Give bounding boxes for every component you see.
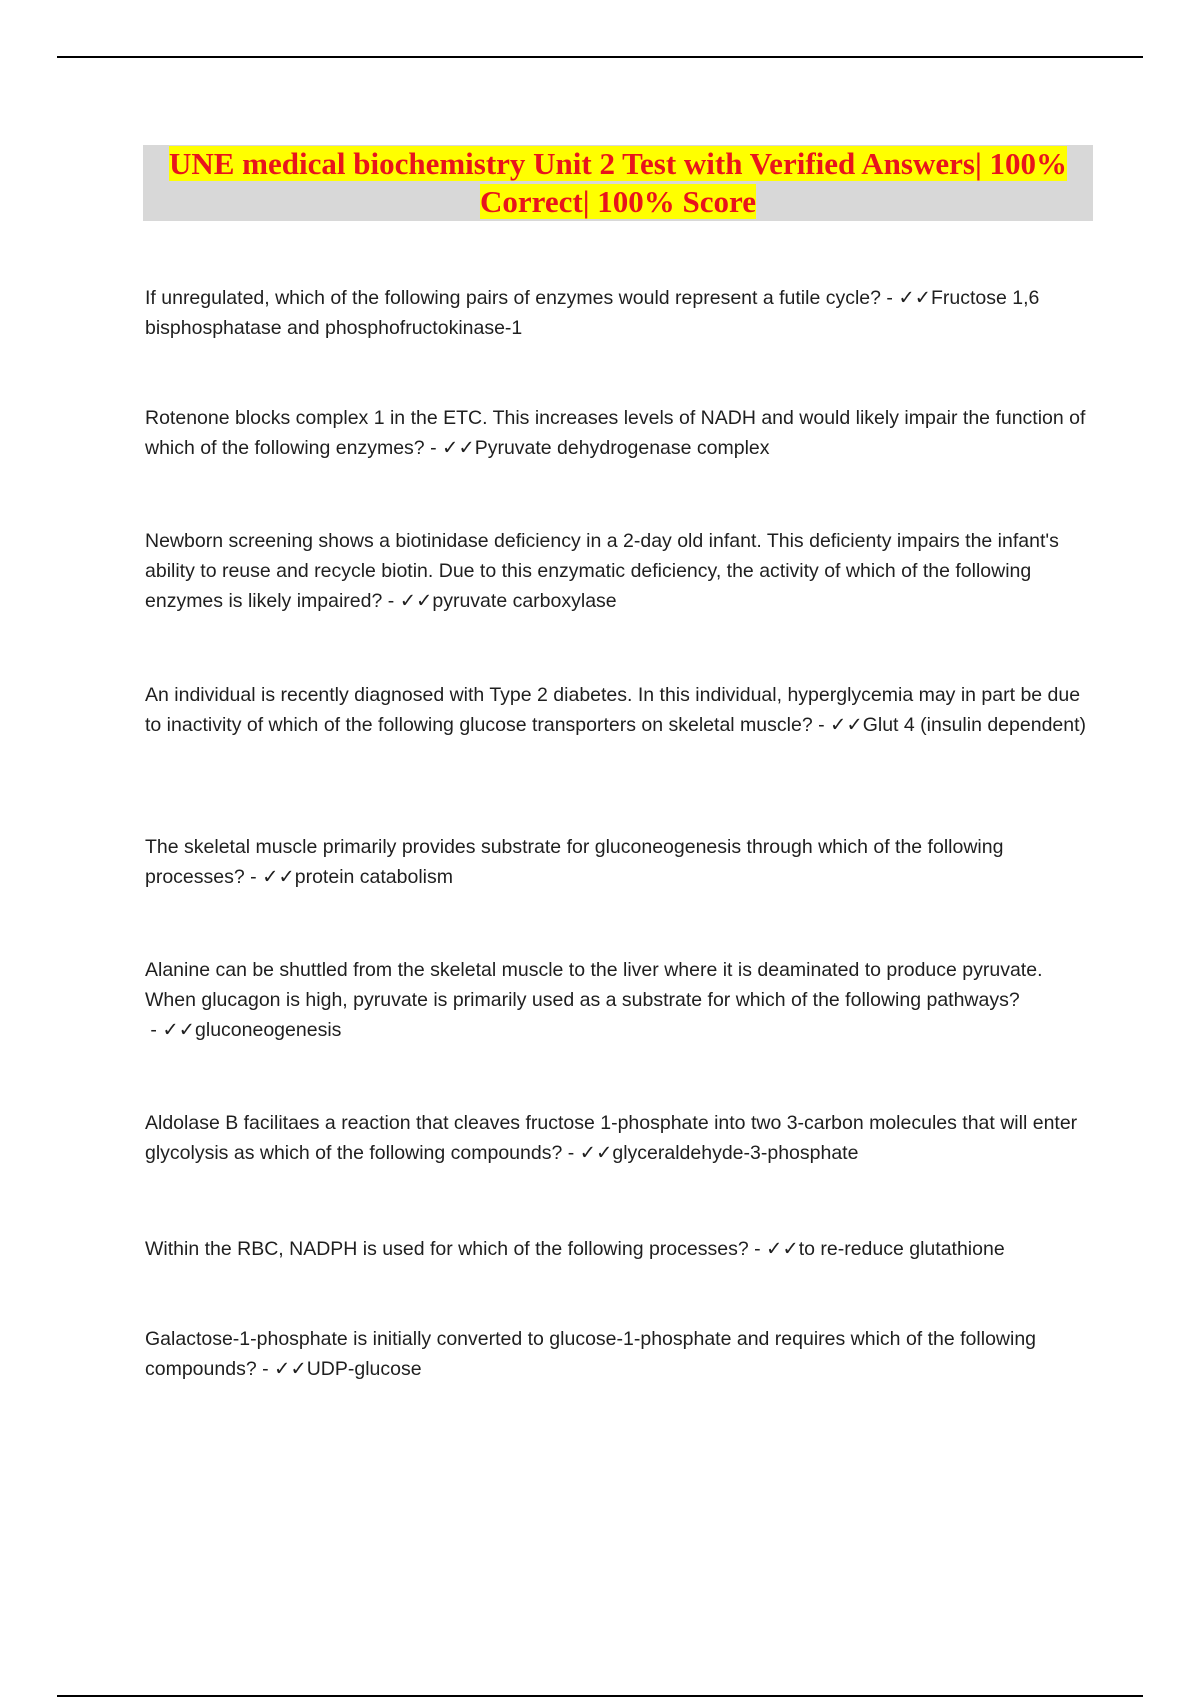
answer-text: Fructose 1,6 bisphosphatase and phosphofructokinase-1 (145, 287, 1040, 339)
answer-text: to re-reduce glutathione (798, 1238, 1005, 1260)
qa-item (145, 832, 1095, 892)
question-text: The skeletal muscle primarily provides substrate for gluconeogenesis through which of the following processes? (145, 836, 1004, 888)
qa-item (145, 1108, 1095, 1168)
checkmark-icon: ✓✓ (162, 1019, 196, 1041)
question-text: An individual is recently diagnosed with Type 2 diabetes. In this individual, hyperglycemia may in part be due to inactivity of which of the following glucose transporters on skeletal muscle? (145, 684, 1081, 736)
question-answer-separator: - (145, 1019, 163, 1041)
checkmark-icon: ✓✓ (898, 287, 932, 309)
question-answer-separator: - (424, 437, 442, 459)
question-answer-separator: - (382, 590, 400, 612)
question-text: Newborn screening shows a biotinidase deficiency in a 2-day old infant. This deficienty impairs the infant's ability to reuse and recycle biotin. Due to this enzymatic deficiency, the activity of which of the following enzymes is likely impaired? (145, 530, 1059, 612)
question-answer-separator: - (562, 1142, 580, 1164)
question-answer-separator: - (244, 866, 263, 888)
bottom-rule (57, 1695, 1143, 1697)
question-text: Aldolase B facilitaes a reaction that cleaves fructose 1-phosphate into two 3-carbon molecules that will enter glycolysis as which of the following compounds? (145, 1112, 1078, 1164)
question-text: Alanine can be shuttled from the skeletal muscle to the liver where it is deaminated to produce pyruvate. When glucagon is high, pyruvate is primarily used as a substrate for which of the following pathways? (145, 959, 1043, 1011)
checkmark-icon: ✓✓ (579, 1142, 613, 1164)
answer-text: protein catabolism (294, 866, 453, 888)
top-rule (57, 56, 1143, 58)
document-title: UNE medical biochemistry Unit 2 Test with Verified Answers| 100% Correct| 100% Score (168, 146, 1068, 219)
question-text: If unregulated, which of the following pairs of enzymes would represent a futile cycle? (145, 287, 881, 309)
question-answer-separator: - (812, 714, 831, 736)
document-title-block (143, 145, 1093, 221)
qa-item (145, 680, 1095, 740)
question-text: Galactose-1-phosphate is initially converted to glucose-1-phosphate and requires which of the following compounds? (145, 1328, 1037, 1380)
checkmark-icon: ✓✓ (399, 590, 433, 612)
question-text: Within the RBC, NADPH is used for which of the following processes? (145, 1238, 749, 1260)
answer-text: pyruvate carboxylase (432, 590, 617, 612)
qa-item (145, 526, 1095, 616)
answer-text: gluconeogenesis (195, 1019, 342, 1041)
qa-item (145, 955, 1095, 1045)
qa-item (145, 1324, 1095, 1384)
question-answer-separator: - (748, 1238, 767, 1260)
answer-text: UDP-glucose (306, 1358, 422, 1380)
answer-text: Pyruvate dehydrogenase complex (474, 437, 770, 459)
qa-item (145, 1234, 1095, 1264)
qa-item (145, 283, 1095, 343)
checkmark-icon: ✓✓ (766, 1238, 799, 1260)
question-answer-separator: - (256, 1358, 275, 1380)
checkmark-icon: ✓✓ (442, 437, 475, 459)
question-answer-separator: - (880, 287, 899, 309)
answer-text: Glut 4 (insulin dependent) (862, 714, 1087, 736)
question-text: Rotenone blocks complex 1 in the ETC. This increases levels of NADH and would likely impair the function of which of the following enzymes? (145, 407, 1086, 459)
checkmark-icon: ✓✓ (262, 866, 295, 888)
qa-item (145, 403, 1095, 463)
checkmark-icon: ✓✓ (830, 714, 863, 736)
checkmark-icon: ✓✓ (274, 1358, 307, 1380)
answer-text: glyceraldehyde-3-phosphate (612, 1142, 859, 1164)
